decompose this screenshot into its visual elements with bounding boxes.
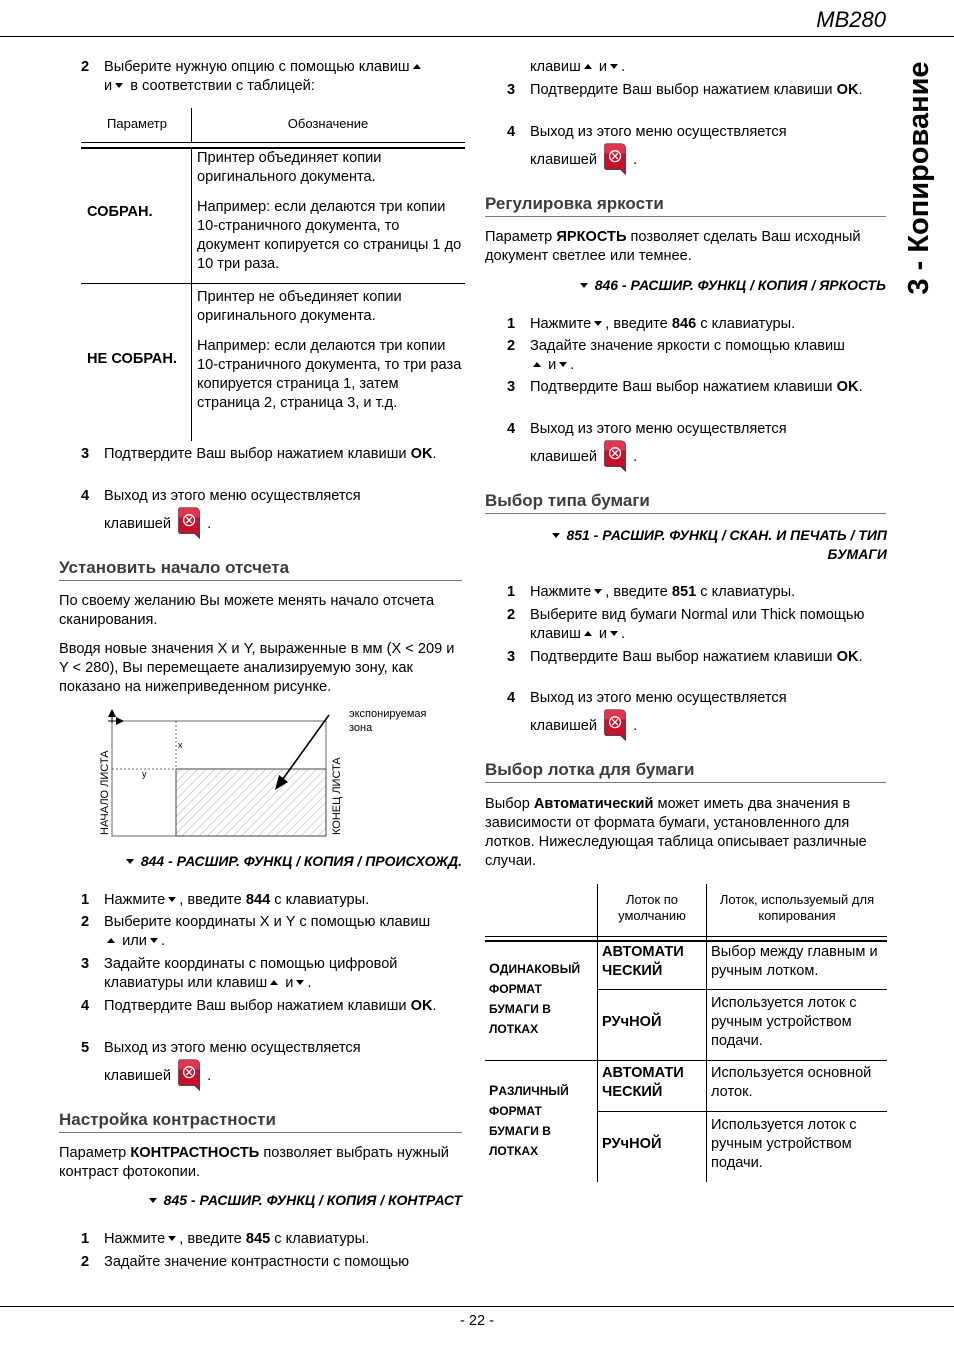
collated-desc-1: Принтер объединяет копии оригинального документа. <box>197 150 382 185</box>
section-title-origin: Установить начало отсчета <box>59 557 462 581</box>
tray-auto-1: АВТОМАТИ ЧЕСКИЙ <box>602 944 684 979</box>
tray-desc-1: Выбор между главным и ручным лотком. <box>711 944 878 979</box>
tray-header-default: Лоток по умолчанию <box>618 892 686 923</box>
step-exit: 4 Выход из этого меню осуществляется клавишей . <box>507 420 887 473</box>
exposed-zone <box>176 769 326 836</box>
svg-text:НАЧАЛО ЛИСТА: НАЧАЛО ЛИСТА <box>99 750 111 835</box>
brightness-paragraph: Параметр ЯРКОСТЬ позволяет сделать Ваш исходный документ светлее или темнее. <box>485 229 861 264</box>
header-rule <box>0 36 954 37</box>
origin-paragraph-1: По своему желанию Вы можете менять начало отсчета сканирования. <box>59 593 435 628</box>
uncollated-desc-2: Например: если делаются три копии 10-страничного документа, то три раза копируется страница 1, затем страница 2, страница 3, и т.д. <box>197 338 462 411</box>
contrast-keys-continued: клавиш и . <box>530 59 626 75</box>
step-press-844: 1 Нажмите , введите 844 с клавиатуры. <box>81 892 370 908</box>
down-arrow-icon <box>594 589 602 594</box>
down-arrow-icon <box>150 938 158 943</box>
step-press-851: 1 Нажмите , введите 851 с клавиатуры. <box>507 584 796 600</box>
tray-desc-2: Используется лоток с ручным устройством подачи. <box>711 995 857 1049</box>
tray-paragraph: Выбор Автоматический может иметь два значения в зависимости от формата бумаги, установленного для лотков. Нижеследующая таблица описывает различные случаи. <box>485 796 867 869</box>
step-confirm: 3 Подтвердите Ваш выбор нажатием клавиши OK. <box>507 82 863 98</box>
svg-text:y: y <box>142 769 147 779</box>
step-confirm: 3 Подтвердите Ваш выбор нажатием клавиши OK. <box>507 649 863 665</box>
menu-path-846: 846 - РАСШИР. ФУНКЦ / КОПИЯ / ЯРКОСТЬ <box>485 276 886 295</box>
section-title-paper-tray: Выбор лотка для бумаги <box>485 759 886 783</box>
step-set-xy: 3 Задайте координаты с помощью цифровой клавиатуры или клавиш и . <box>81 956 398 991</box>
up-arrow-icon <box>584 631 592 636</box>
step-exit: 4 Выход из этого меню осуществляется клавишей . <box>507 123 887 176</box>
step-press-845: 1 Нажмите , введите 845 с клавиатуры. <box>81 1231 370 1247</box>
table-header-param: Параметр <box>107 116 167 131</box>
down-arrow-icon <box>610 64 618 69</box>
stop-key-icon <box>177 506 203 540</box>
stop-key-icon <box>177 1058 203 1092</box>
collated-desc-2: Например: если делаются три копии 10-страничного документа, то документ копируется со страницы 1 до 10 три раза. <box>197 199 462 272</box>
section-title-brightness: Регулировка яркости <box>485 193 886 217</box>
down-arrow-icon <box>149 1198 157 1203</box>
svg-text:КОНЕЦ ЛИСТА: КОНЕЦ ЛИСТА <box>331 757 343 835</box>
down-arrow-icon <box>168 897 176 902</box>
stop-key-icon <box>603 708 629 742</box>
down-arrow-icon <box>126 859 134 864</box>
up-arrow-icon <box>584 64 592 69</box>
up-arrow-icon <box>413 64 421 69</box>
down-arrow-icon <box>552 533 560 538</box>
step-press-846: 1 Нажмите , введите 846 с клавиатуры. <box>507 316 796 332</box>
page-number: - 22 - <box>459 1313 495 1329</box>
model-name: MB280 <box>816 7 886 32</box>
footer-rule <box>0 1306 954 1307</box>
tray-manual-1: РУчНОЙ <box>602 1014 662 1030</box>
up-arrow-icon <box>533 362 541 367</box>
stop-key-icon <box>603 142 629 176</box>
step-exit: 4 Выход из этого меню осуществляется клавишей . <box>81 487 466 540</box>
group-different-format: РАЗЛИЧНЫЙ ФОРМАТ БУМАГИ В ЛОТКАХ <box>489 1082 569 1158</box>
down-arrow-icon <box>594 321 602 326</box>
up-arrow-icon <box>107 938 115 943</box>
contrast-paragraph: Параметр КОНТРАСТНОСТЬ позволяет выбрать нужный контраст фотокопии. <box>59 1145 449 1180</box>
step-select-option: 2 Выберите нужную опцию с помощью клавиш и в соответствии с таблицей: <box>81 58 466 96</box>
step-choose-paper: 2 Выберите вид бумаги Normal или Thick помощью клавиш и . <box>507 607 865 642</box>
tray-auto-2: АВТОМАТИ ЧЕСКИЙ <box>602 1065 684 1100</box>
down-arrow-icon <box>559 362 567 367</box>
tray-header-used: Лоток, используемый для копирования <box>719 892 875 923</box>
uncollated-desc-1: Принтер не объединяет копии оригинального документа. <box>197 289 402 324</box>
menu-path-845: 845 - РАСШИР. ФУНКЦ / КОПИЯ / КОНТРАСТ <box>59 1191 462 1210</box>
collated-label: СОБРАН. <box>87 204 153 220</box>
step-confirm: 3 Подтвердите Ваш выбор нажатием клавиши OK. <box>507 379 863 395</box>
step-confirm: 3 Подтвердите Ваш выбор нажатием клавиши OK. <box>81 446 437 462</box>
step-set-contrast: 2 Задайте значение контрастности с помощью <box>81 1254 410 1270</box>
svg-text:зона: зона <box>349 722 373 734</box>
down-arrow-icon <box>115 83 123 88</box>
table-header-desc: Обозначение <box>287 116 369 131</box>
chapter-side-tab <box>895 62 943 294</box>
group-same-format: ОДИНАКОВЫЙ ФОРМАТ БУМАГИ В ЛОТКАХ <box>489 960 581 1036</box>
svg-text:x: x <box>178 740 183 750</box>
section-title-paper-type: Выбор типа бумаги <box>485 490 886 514</box>
step-exit: 4 Выход из этого меню осуществляется клавишей . <box>507 689 887 742</box>
tray-desc-4: Используется лоток с ручным устройством подачи. <box>711 1117 857 1171</box>
scan-area-figure <box>94 703 464 843</box>
down-arrow-icon <box>580 283 588 288</box>
step-set-brightness: 2 Задайте значение яркости с помощью клавиш и . <box>507 338 845 373</box>
svg-text:экспонируемая: экспонируемая <box>349 708 427 720</box>
tray-manual-2: РУчНОЙ <box>602 1136 662 1152</box>
menu-path-851: 851 - РАСШИР. ФУНКЦ / СКАН. И ПЕЧАТЬ / ТИП БУМАГИ <box>485 526 887 564</box>
up-arrow-icon <box>270 980 278 985</box>
step-choose-xy: 2 Выберите координаты X и Y с помощью клавиш или . <box>81 914 431 949</box>
uncollated-label: НЕ СОБРАН. <box>87 351 177 367</box>
step-confirm: 4 Подтвердите Ваш выбор нажатием клавиши OK. <box>81 998 437 1014</box>
down-arrow-icon <box>296 980 304 985</box>
menu-path-844: 844 - РАСШИР. ФУНКЦ / КОПИЯ / ПРОИСХОЖД. <box>59 852 462 871</box>
tray-desc-3: Используется основной лоток. <box>711 1065 872 1100</box>
section-title-contrast: Настройка контрастности <box>59 1109 462 1133</box>
down-arrow-icon <box>610 631 618 636</box>
stop-key-icon <box>603 439 629 473</box>
down-arrow-icon <box>168 1236 176 1241</box>
chapter-title: 3 - Копирование <box>903 61 935 295</box>
step-exit: 5 Выход из этого меню осуществляется клавишей . <box>81 1039 466 1092</box>
origin-paragraph-2: Вводя новые значения X и Y, выраженные в мм (X < 209 и Y < 280), Вы перемещаете анализируемую зону, как показано на нижеприведенном рисунке. <box>59 641 455 695</box>
